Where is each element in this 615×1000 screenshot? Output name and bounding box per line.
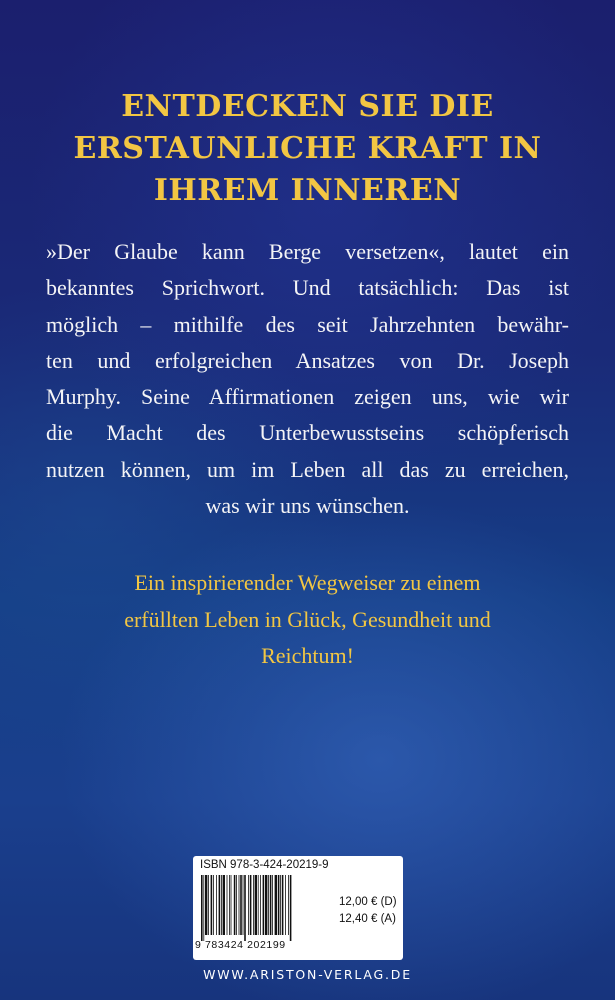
barcode-bar — [223, 875, 225, 935]
price-germany: 12,00 € (D) — [339, 896, 397, 908]
blurb-line: was wir uns wünschen. — [205, 493, 410, 519]
barcode-bar — [208, 875, 209, 935]
barcode-bar — [248, 875, 249, 935]
barcode-bar — [211, 875, 213, 935]
headline — [0, 86, 615, 212]
barcode-bar — [216, 875, 217, 935]
barcode-icon — [201, 875, 323, 941]
barcode-bar — [250, 875, 252, 935]
barcode-label — [193, 856, 403, 960]
barcode-bar — [231, 875, 232, 935]
barcode-bar — [278, 875, 280, 935]
price-austria: 12,40 € (A) — [339, 913, 396, 925]
tagline — [0, 565, 615, 675]
blurb-paragraph — [46, 234, 569, 524]
barcode-bar — [239, 875, 240, 935]
headline-line: ENTDECKEN SIE DIE — [121, 89, 494, 124]
barcode-bar — [229, 875, 230, 935]
barcode-bar — [243, 875, 244, 935]
blurb-line: bekanntes Sprichwort. Und tatsächlich: Das ist — [46, 275, 569, 301]
blurb-line: möglich – mithilfe des seit Jahrzehnten bewähr- — [46, 311, 569, 337]
barcode-bar — [201, 875, 203, 941]
barcode-bar — [221, 875, 222, 935]
tagline-line: erfüllten Leben in Glück, Gesundheit und — [124, 606, 491, 632]
blurb-line: »Der Glaube kann Berge versetzen«, lautet ein — [46, 239, 569, 264]
barcode-bar — [288, 875, 289, 935]
barcode-bar — [258, 875, 259, 935]
barcode-bar — [234, 875, 236, 935]
publisher-website: WWW.ARISTON-VERLAG.DE — [203, 967, 412, 982]
blurb-line: Murphy. Seine Affirmationen zeigen uns, wie wir — [46, 384, 569, 410]
tagline-line: Reichtum! — [261, 643, 354, 668]
blurb-line: ten und erfolgreichen Ansatzes von Dr. Joseph — [46, 347, 569, 373]
barcode-bar — [213, 875, 214, 935]
blurb-line: nutzen können, um im Leben all das zu erreichen, — [46, 456, 569, 482]
barcode-bar — [244, 875, 246, 941]
barcode-bar — [275, 875, 277, 935]
barcode-bar — [240, 875, 242, 935]
barcode-bar — [255, 875, 257, 935]
barcode-digits: 9 783424 202199 — [195, 939, 286, 951]
barcode-bar — [203, 875, 204, 941]
barcode-bar — [290, 875, 292, 941]
isbn-text: ISBN 978-3-424-20219-9 — [200, 859, 329, 871]
barcode-bar — [282, 875, 284, 935]
barcode-bar — [270, 875, 272, 935]
blurb-line: die Macht des Unterbewusstseins schöpferisch — [46, 420, 569, 446]
tagline-line: Ein inspirierender Wegweiser zu einem — [134, 570, 481, 595]
barcode-bar — [272, 875, 273, 935]
barcode-bar — [280, 875, 281, 935]
barcode-bar — [227, 875, 228, 935]
barcode-bar — [260, 875, 261, 935]
barcode-bar — [285, 875, 286, 935]
barcode-bar — [219, 875, 221, 935]
barcode-bar — [268, 875, 269, 935]
headline-line: IHREM INNEREN — [153, 173, 462, 208]
barcode-bar — [265, 875, 267, 935]
barcode-bar — [253, 875, 254, 935]
headline-line: ERSTAUNLICHE KRAFT IN — [73, 131, 542, 166]
barcode-bar — [236, 875, 237, 935]
barcode-bar — [263, 875, 265, 935]
barcode-bar — [205, 875, 207, 935]
